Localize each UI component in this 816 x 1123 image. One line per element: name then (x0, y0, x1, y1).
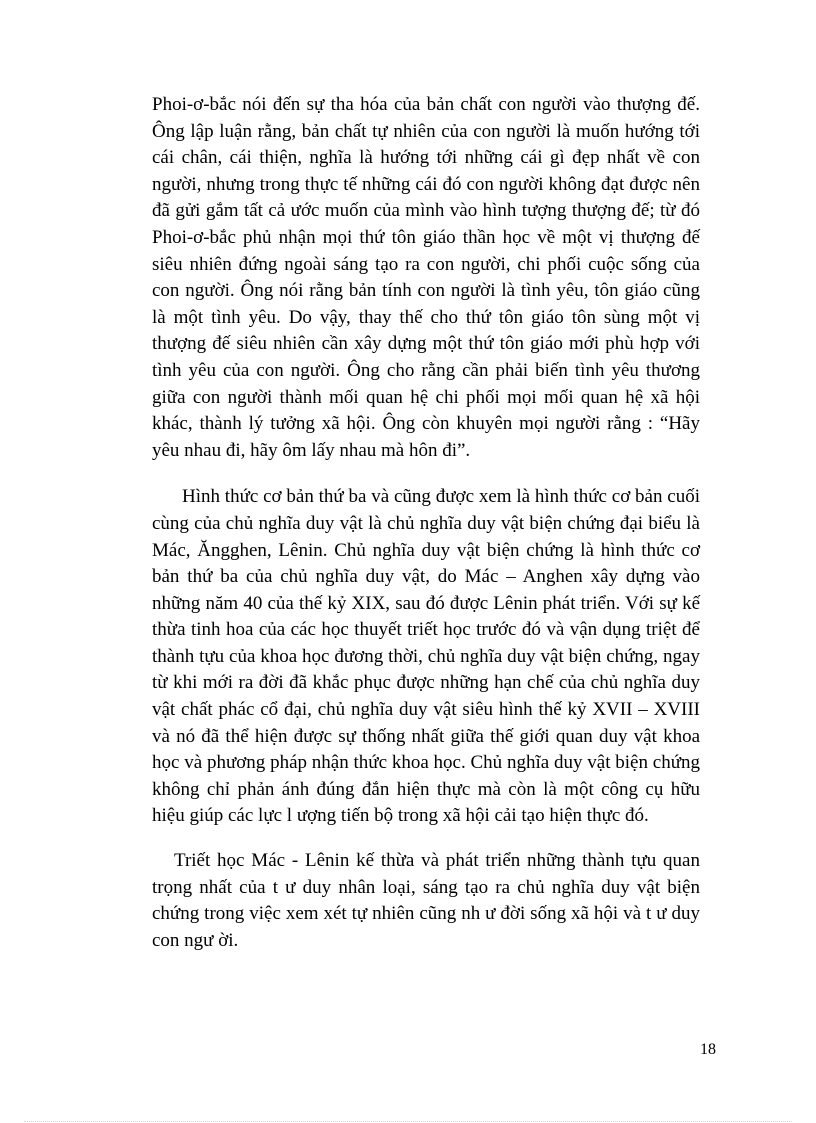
paragraph-marxist-philosophy: Triết học Mác - Lênin kế thừa và phát triển những thành tựu quan trọng nhất của t ư duy nhân loại, sáng tạo ra chủ nghĩa duy vật biện chứng trong việc xem xét tự nhiên cũng nh ư đời sống xã hội và t ư duy con ngư ời. (152, 850, 700, 951)
page-number: 18 (700, 1041, 716, 1058)
paragraph-dialectical-materialism: Hình thức cơ bản thứ ba và cũng được xem là hình thức cơ bản cuối cùng của chủ nghĩa duy vật là chủ nghĩa duy vật biện chứng đại biểu là Mác, Ăngghen, Lênin. Chủ nghĩa duy vật biện chứng là hình thức cơ bản thứ ba của chủ nghĩa duy vật, do Mác – Anghen xây dựng vào những năm 40 của thế kỷ XIX, sau đó được Lênin phát triển. Với sự kế thừa tinh hoa của các học thuyết triết học trước đó và vận dụng triệt để thành tựu của khoa học đương thời, chủ nghĩa duy vật biện chứng, ngay từ khi mới ra đời đã khắc phục được những hạn chế của chủ nghĩa duy vật chất phác cổ đại, chủ nghĩa duy vật siêu hình thế kỷ XVII – XVIII và nó đã thể hiện được sự thống nhất giữa thế giới quan duy vật khoa học và phương pháp nhận thức khoa học. Chủ nghĩa duy vật biện chứng không chỉ phản ánh đúng đắn hiện thực mà còn là một công cụ hữu hiệu giúp các lực l ượng tiến bộ trong xã hội cải tạo hiện thực đó. (152, 486, 700, 827)
page-bottom-rule (24, 1121, 792, 1122)
document-page (152, 92, 700, 954)
paragraph-feuerbach: Phoi-ơ-bắc nói đến sự tha hóa của bản chất con người vào thượng đế. Ông lập luận rằng, bản chất tự nhiên của con người là muốn hướng tới cái chân, cái thiện, nghĩa là hướng tới những cái gì đẹp nhất về con người, nhưng trong thực tế những cái đó con người không đạt được nên đã gửi gắm tất cả ước muốn của mình vào hình tượng thượng đế; từ đó Phoi-ơ-bắc phủ nhận mọi thứ tôn giáo thần học về một vị thượng đế siêu nhiên đứng ngoài sáng tạo ra con người, chi phối cuộc sống của con người. Ông nói rằng bản tính con người là tình yêu, tôn giáo cũng là một tình yêu. Do vậy, thay thế cho thứ tôn giáo tôn sùng một vị thượng đế siêu nhiên cần xây dựng một thứ tôn giáo mới phù hợp với tình yêu của con người. Ông cho rằng cần phải biến tình yêu thương giữa con người thành mối quan hệ chi phối mọi mối quan hệ xã hội khác, thành lý tưởng xã hội. Ông còn khuyên mọi người rằng : “Hãy yêu nhau đi, hãy ôm lấy nhau mà hôn đi”. (152, 94, 700, 461)
